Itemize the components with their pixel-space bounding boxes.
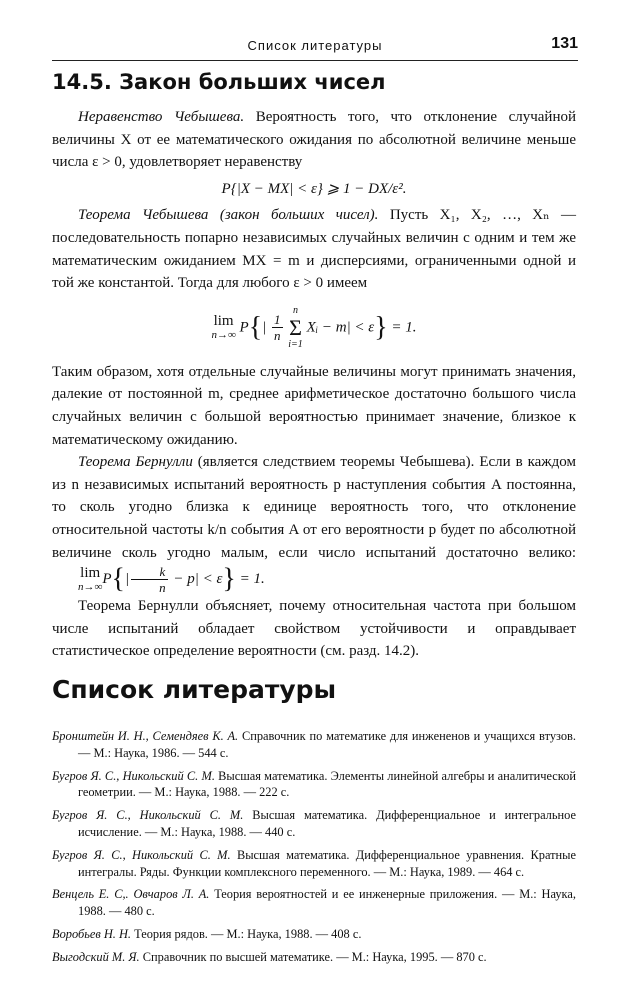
reference-author: Бугров Я. С., Никольский С. М. xyxy=(52,847,231,862)
probability-symbol: P xyxy=(239,319,249,336)
abs-bar-left: | xyxy=(124,571,130,588)
reference-text: Высшая математика. Дифференциальное и интегральное исчисление. — М.: Наука, 1988. — 440 с. xyxy=(78,808,576,839)
formula-law-of-large-numbers xyxy=(52,305,576,351)
section-title: 14.5. Закон больших чисел xyxy=(52,70,386,94)
reference-item xyxy=(52,807,576,841)
reference-author: Выгодский М. Я. xyxy=(52,949,140,964)
reference-author: Бугров Я. С., Никольский С. М. xyxy=(52,808,244,823)
limit-subscript: n→∞ xyxy=(78,580,103,593)
sum-term: Xᵢ − m xyxy=(306,319,347,336)
running-title: Список литературы xyxy=(247,38,383,53)
right-hand-side: = 1. xyxy=(387,319,417,336)
reference-text: Справочник по высшей математике. — М.: Наука, 1995. — 870 с. xyxy=(142,949,487,964)
reference-text: Теория вероятностей и ее инженерные приложения. — М.: Наука, 1988. — 480 с. xyxy=(78,887,576,919)
sum-symbol: Σ xyxy=(289,314,302,340)
reference-author: Венцель Е. С,. Овчаров Л. А. xyxy=(52,887,210,902)
paragraph-text: Вероятность того, что отклонение случайной величины X от ее математического ожидания по абсолютной величине меньше числа ε > 0, удовлетворяет неравенству xyxy=(52,109,577,171)
reference-text: Высшая математика. Дифференциальное уравнения. Кратные интегралы. Ряды. Функции комплексного переменного. — М.: Наука, 1989. — 464 с. xyxy=(78,847,576,879)
fraction-numerator: 1 xyxy=(274,312,281,328)
abs-tail: | < ε xyxy=(194,571,223,588)
abs-tail: | < ε xyxy=(346,319,375,336)
paragraph-bernoulli-theorem xyxy=(52,451,576,595)
right-hand-side: = 1. xyxy=(235,571,265,588)
formula-bernoulli xyxy=(52,563,265,596)
section-body xyxy=(52,106,576,663)
limit-operator xyxy=(211,314,235,342)
page-number: 131 xyxy=(551,35,578,52)
limit-operator xyxy=(52,566,102,594)
paragraph-chebyshev-theorem xyxy=(52,204,576,294)
summation xyxy=(288,305,303,351)
paragraph-interpretation: Таким образом, хотя отдельные случайные величины могут принимать значения, далекие от постоянной m, среднее арифметическое достаточно большого числа случайных величин с большой вероятностью принимает значение, близкое к математическому ожиданию. xyxy=(52,363,576,448)
reference-text: Теория рядов. — М.: Наука, 1988. — 408 с. xyxy=(134,926,362,941)
abs-bar-left: | xyxy=(262,319,267,336)
paragraph-lead: Неравенство Чебышева. xyxy=(78,109,245,125)
limit-subscript: n→∞ xyxy=(211,328,236,341)
minus-p: − p xyxy=(169,571,195,588)
paragraph-text: (является следствием теоремы Чебышева). Если в каждом из n независимых испытаний вероятность p наступления события A постоянна, то сколь угодно близка к единице вероятность того, что отклонение относительной частоты k/n события A от его вероятности p будет по абсолютной величине сколь угодно малым, если число испытаний достаточно велико: xyxy=(52,454,576,561)
fraction xyxy=(131,564,168,595)
limit-label: lim xyxy=(213,312,234,329)
fraction-denominator: n xyxy=(159,580,166,596)
reference-text: Высшая математика. Элементы линейной алгебры и аналитической геометрии. — М.: Наука, 1988. — 222 с. xyxy=(78,768,576,800)
probability-symbol: P xyxy=(102,571,112,588)
reference-item xyxy=(52,886,576,920)
paragraph-lead: Теорема Бернулли xyxy=(78,454,193,471)
reference-item xyxy=(52,768,576,802)
reference-item xyxy=(52,728,576,762)
close-brace: } xyxy=(222,563,236,595)
references-title: Список литературы xyxy=(52,675,337,704)
reference-author: Воробьев Н. Н. xyxy=(52,926,132,941)
sum-upper: n xyxy=(293,304,299,316)
reference-text: Справочник по математике для инжененов и учащихся втузов. — М.: Наука, 1986. — 544 с. xyxy=(78,729,576,760)
reference-item xyxy=(52,847,576,881)
paragraph-chebyshev-inequality xyxy=(52,106,576,174)
reference-item xyxy=(52,949,576,966)
paragraph-lead: Теорема Чебышева (закон больших чисел). xyxy=(78,207,379,224)
reference-author: Бугров Я. С., Никольский С. М. xyxy=(52,768,215,783)
limit-label: lim xyxy=(80,564,101,581)
fraction xyxy=(272,312,283,343)
open-brace: { xyxy=(111,563,125,595)
reference-author: Бронштейн И. Н., Семендяев К. А. xyxy=(52,729,239,743)
references-list xyxy=(52,728,576,972)
open-brace: { xyxy=(248,311,263,343)
paragraph-text: Пусть X₁, X₂, …, Xₙ — последовательность попарно независимых случайных величин с одним и тем же математическим ожиданием MX = m и дисперсиями, ограниченными одной и той же константой. Тогда для любого ε > 0 имеем xyxy=(52,207,576,292)
close-brace: } xyxy=(374,311,388,343)
fraction-numerator: k xyxy=(131,564,168,580)
reference-item xyxy=(52,926,576,943)
paragraph-bernoulli-explanation: Теорема Бернулли объясняет, почему относительная частота при большом числе испытаний обладает свойством устойчивости и оправдывает статистическое определение вероятности (см. разд. 14.2). xyxy=(52,598,576,660)
fraction-denominator: n xyxy=(274,328,281,344)
formula-chebyshev-inequality: P{|X − MX| < ε} ⩾ 1 − DX/ε². xyxy=(221,180,407,197)
page-header xyxy=(52,34,578,61)
sum-lower: i=1 xyxy=(288,338,303,350)
